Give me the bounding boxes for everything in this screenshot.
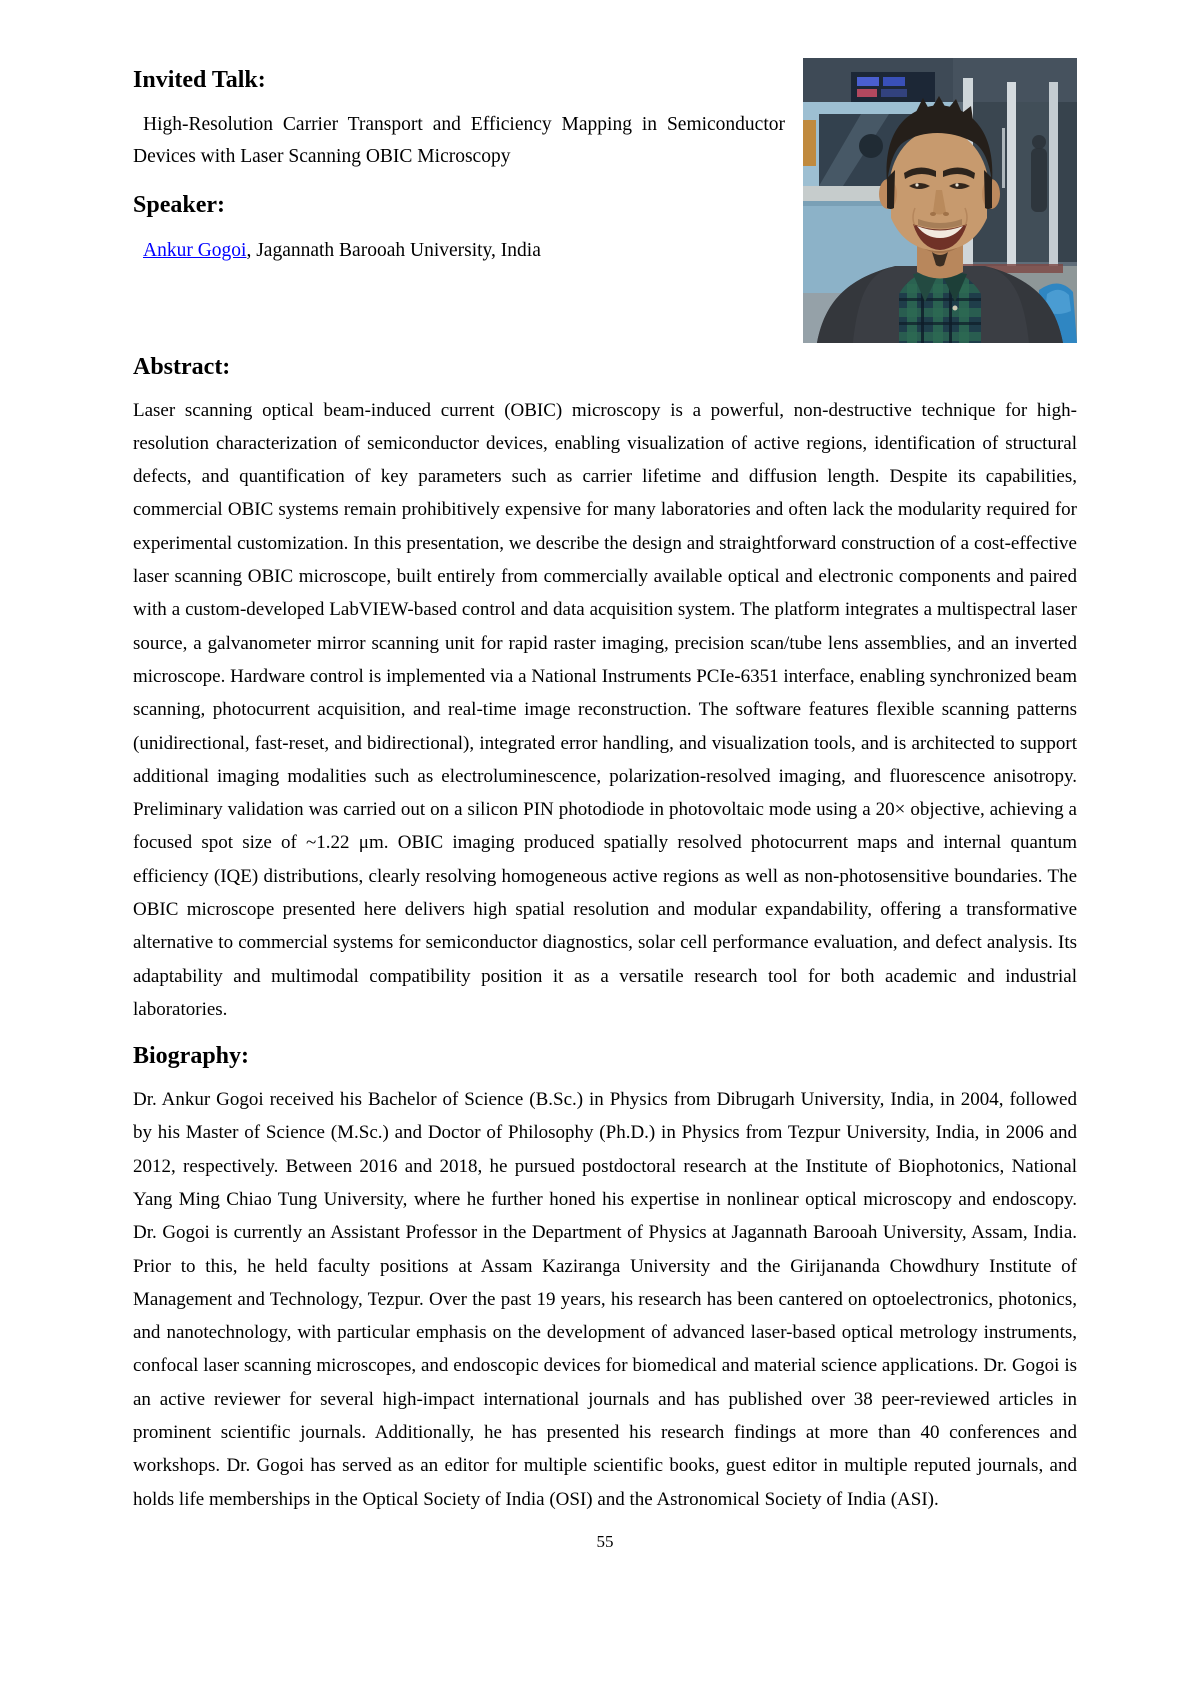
speaker-portrait-illustration: [803, 58, 1077, 343]
biography-heading: Biography:: [133, 1043, 250, 1070]
speaker-name-link[interactable]: Ankur Gogoi: [143, 239, 247, 261]
abstract-text: Laser scanning optical beam-induced current (OBIC) microscopy is a powerful, non-destructive technique for high-resolution characterization of semiconductor devices, enabling visualization of active regions, identification of structural defects, and quantification of key parameters such as carrier lifetime and diffusion length. Despite its capabilities, commercial OBIC systems remain prohibitively expensive for many laboratories and often lack the modularity required for experimental customization. In this presentation, we describe the design and straightforward construction of a cost-effective laser scanning OBIC microscope, built entirely from commercially available optical and electronic components and paired with a custom-developed LabVIEW-based control and data acquisition system. The platform integrates a multispectral laser source, a galvanometer mirror scanning unit for rapid raster imaging, precision scan/tube lens assemblies, and an inverted microscope. Hardware control is implemented via a National Instruments PCIe-6351 interface, enabling synchronized beam scanning, photocurrent acquisition, and real-time image reconstruction. The software features flexible scanning patterns (unidirectional, fast-reset, and bidirectional), integrated error handling, and visualization tools, and is architected to support additional imaging modalities such as electroluminescence, polarization-resolved imaging, and fluorescence anisotropy. Preliminary validation was carried out on a silicon PIN photodiode in photovoltaic mode using a 20× objective, achieving a focused spot size of ~1.22 μm. OBIC imaging produced spatially resolved photocurrent maps and internal quantum efficiency (IQE) distributions, clearly resolving homogeneous active regions as well as non-photosensitive boundaries. The OBIC microscope presented here delivers high spatial resolution and modular expandability, offering a transformative alternative to commercial systems for semiconductor diagnostics, solar cell performance evaluation, and defect analysis. Its adaptability and multimodal compatibility position it as a versatile research tool for both academic and industrial laboratories.: [133, 399, 1077, 1020]
biography-text: Dr. Ankur Gogoi received his Bachelor of Science (B.Sc.) in Physics from Dibrugarh University, India, in 2004, followed by his Master of Science (M.Sc.) and Doctor of Philosophy (Ph.D.) in Physics from Tezpur University, India, in 2006 and 2012, respectively. Between 2016 and 2018, he pursued postdoctoral research at the Institute of Biophotonics, National Yang Ming Chiao Tung University, where he further honed his expertise in nonlinear optical microscopy and endoscopy. Dr. Gogoi is currently an Assistant Professor in the Department of Physics at Jagannath Barooah University, Assam, India. Prior to this, he held faculty positions at Assam Kaziranga University and the Girijananda Chowdhury Institute of Management and Technology, Tezpur. Over the past 19 years, his research has been cantered on optoelectronics, photonics, and nanotechnology, with particular emphasis on the development of advanced laser-based optical metrology instruments, confocal laser scanning microscopes, and endoscopic devices for biomedical and material science applications. Dr. Gogoi is an active reviewer for several high-impact international journals and has published over 38 peer-reviewed articles in prominent scientific journals. Additionally, he has presented his research findings at more than 40 conferences and workshops. Dr. Gogoi has served as an editor for multiple scientific books, guest editor in multiple reputed journals, and holds life memberships in the Optical Society of India (OSI) and the Astronomical Society of India (ASI).: [133, 1089, 1077, 1510]
abstract-heading: Abstract:: [133, 353, 231, 380]
speaker-affiliation: , Jagannath Barooah University, India: [246, 239, 541, 261]
speaker-photo: [803, 58, 1077, 343]
speaker-heading: Speaker:: [133, 191, 225, 218]
page-number: 55: [596, 1531, 614, 1551]
invited-talk-heading: Invited Talk:: [133, 67, 266, 93]
talk-title: High-Resolution Carrier Transport and Efficiency Mapping in Semiconductor Devices with Laser Scanning OBIC Microscopy: [133, 113, 785, 167]
